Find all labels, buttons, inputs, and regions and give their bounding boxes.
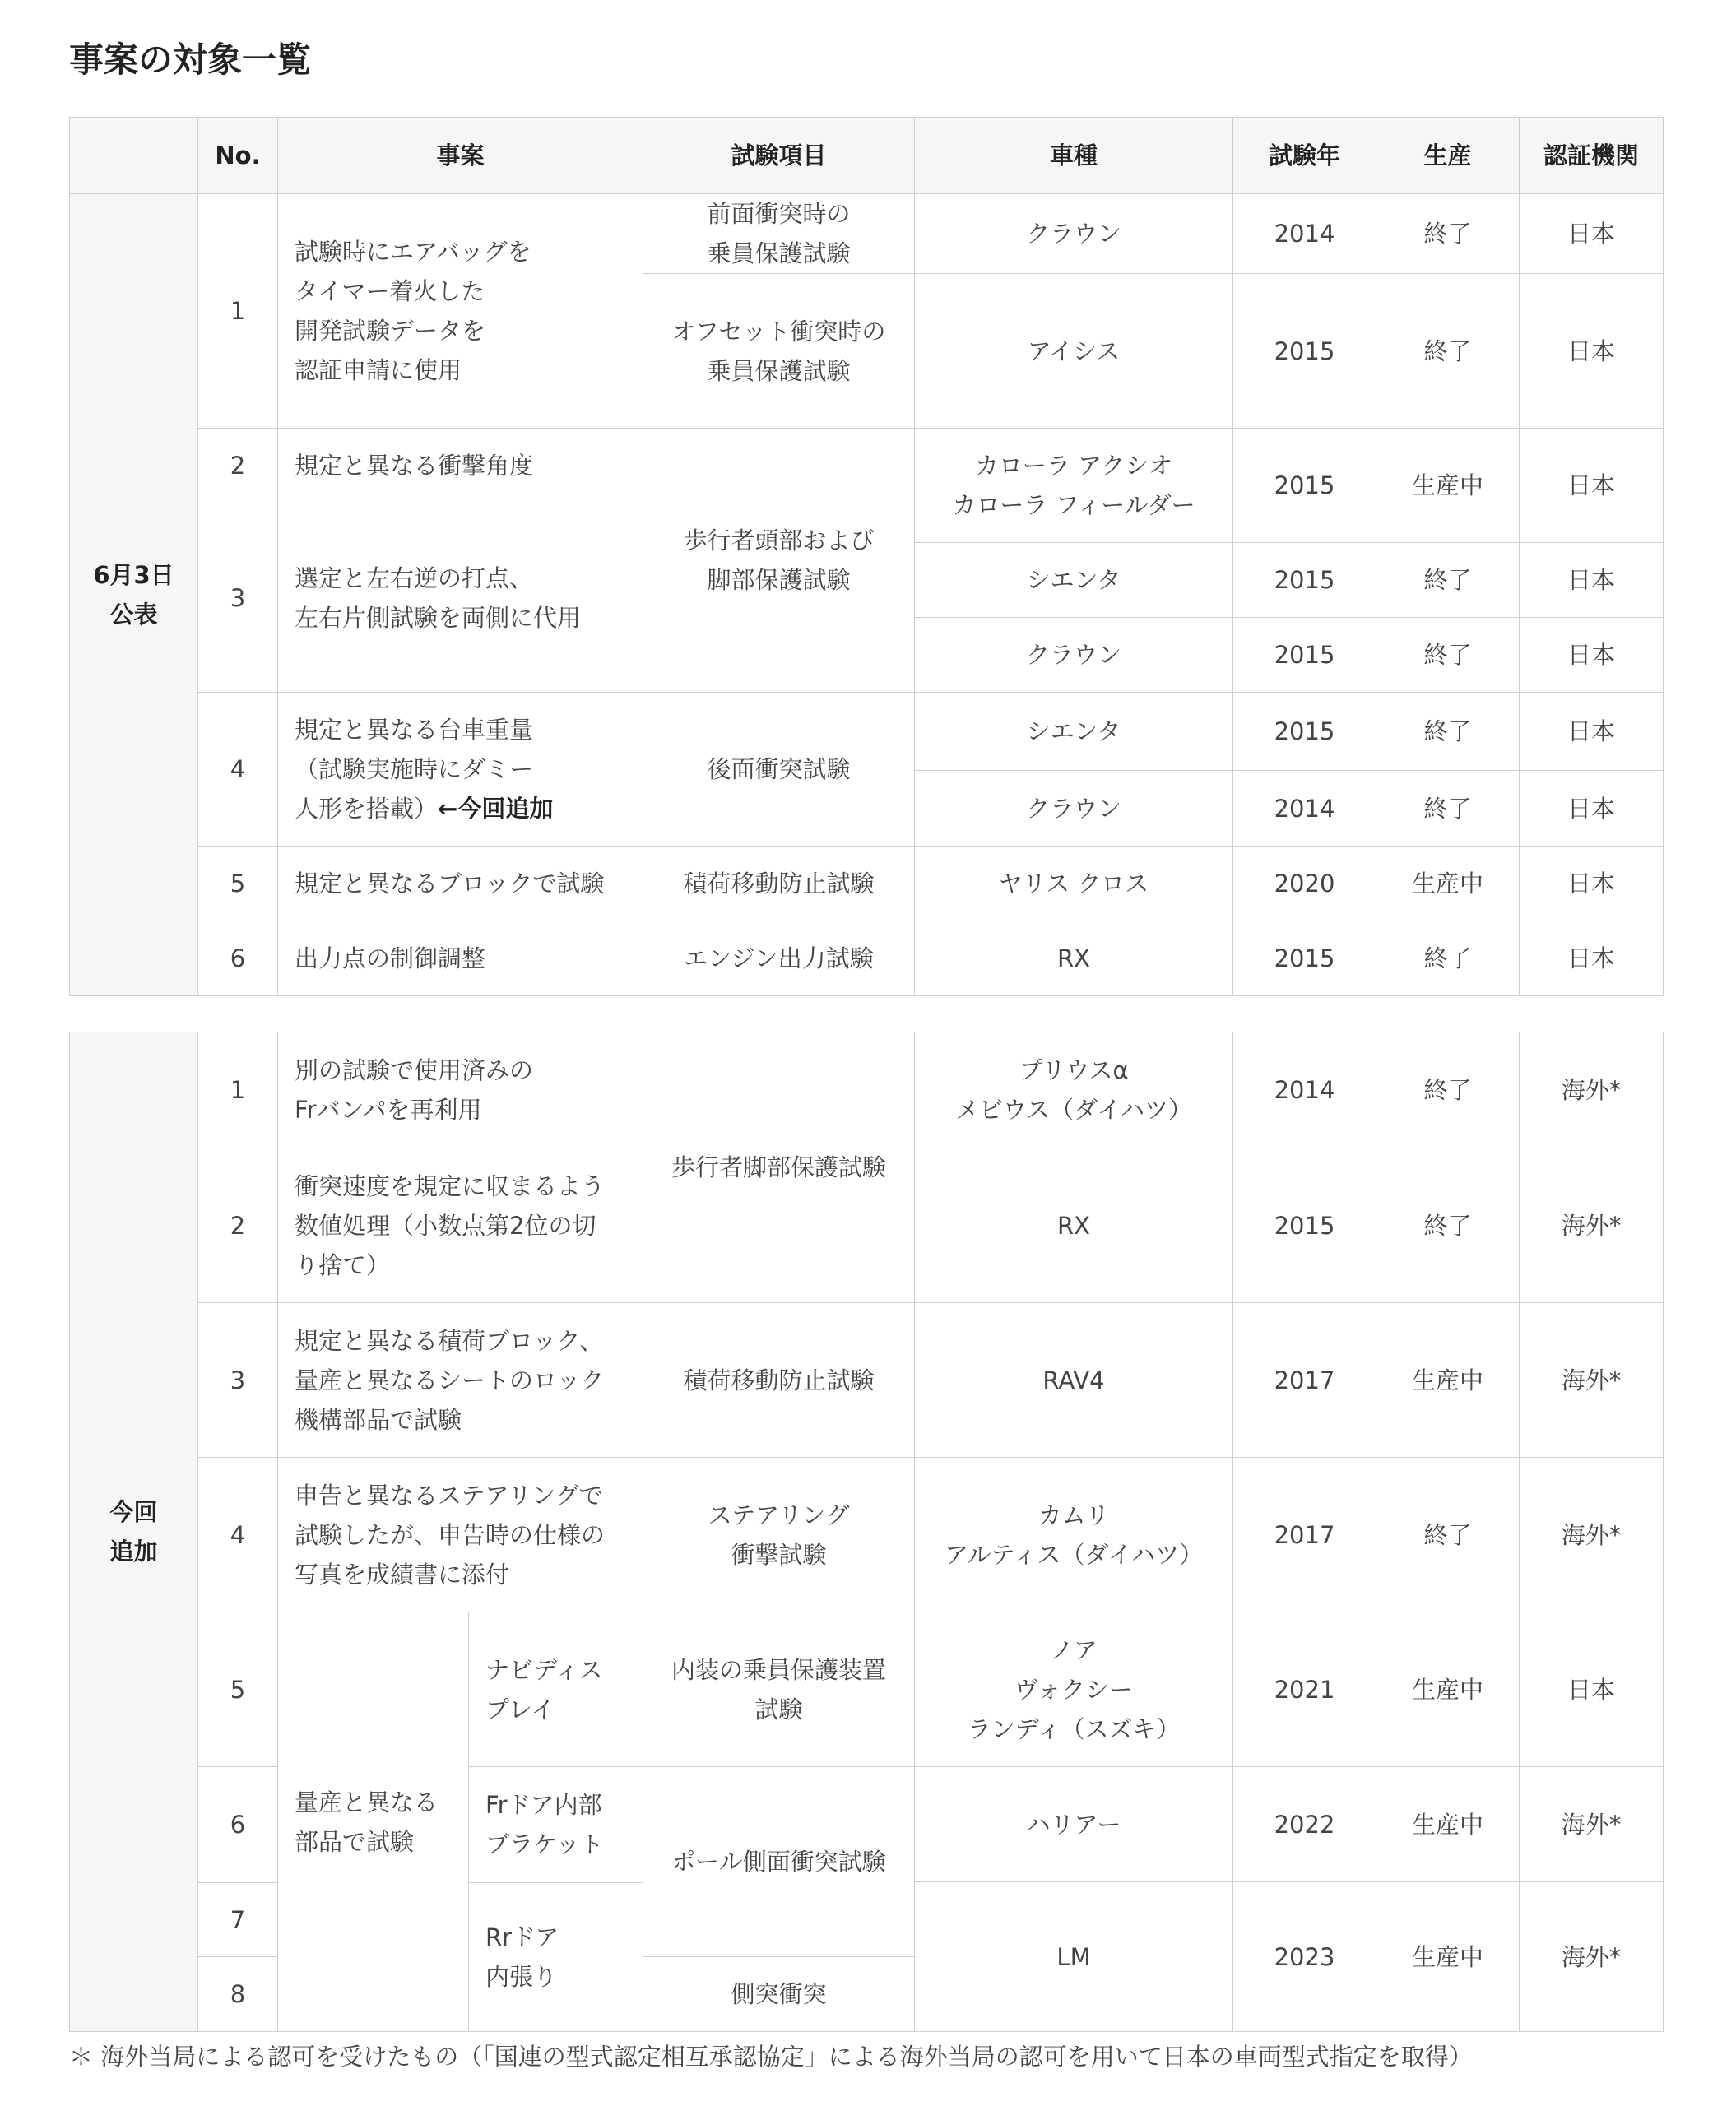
row-no: 2 (198, 429, 278, 503)
header-jian: 事案 (278, 118, 643, 194)
case-description: 選定と左右逆の打点、 左右片側試験を両側に代用 (278, 503, 643, 693)
test-year: 2015 (1233, 429, 1376, 543)
row-no: 4 (198, 693, 278, 847)
production-status: 生産中 (1376, 429, 1520, 543)
test-item: 積荷移動防止試験 (643, 847, 915, 921)
case-description: 規定と異なる積荷ブロック、 量産と異なるシートのロック 機構部品で試験 (278, 1303, 643, 1458)
production-status: 終了 (1376, 1148, 1520, 1303)
test-year: 2015 (1233, 543, 1376, 618)
header-test-item: 試験項目 (643, 118, 915, 194)
group-label-added: 今回 追加 (70, 1032, 198, 2032)
row-no: 2 (198, 1148, 278, 1303)
part-name: ナビディス プレイ (469, 1612, 643, 1767)
test-item: ステアリング 衝撃試験 (643, 1458, 915, 1612)
production-status: 生産中 (1376, 1882, 1520, 2032)
test-item: 積荷移動防止試験 (643, 1303, 915, 1458)
row-no: 4 (198, 1458, 278, 1612)
test-year: 2015 (1233, 274, 1376, 429)
certifier: 日本 (1520, 771, 1664, 847)
test-item: 前面衝突時の 乗員保護試験 (643, 194, 915, 274)
production-status: 終了 (1376, 543, 1520, 618)
case-description: 規定と異なるブロックで試験 (278, 847, 643, 921)
test-year: 2022 (1233, 1767, 1376, 1882)
header-vehicle: 車種 (915, 118, 1233, 194)
test-year: 2015 (1233, 693, 1376, 771)
test-year: 2015 (1233, 1148, 1376, 1303)
added-marker: ←今回追加 (438, 795, 554, 823)
header-no: No. (198, 118, 278, 194)
certifier: 海外* (1520, 1303, 1664, 1458)
production-status: 終了 (1376, 693, 1520, 771)
row-no: 5 (198, 1612, 278, 1767)
vehicle: シエンタ (915, 693, 1233, 771)
certifier: 海外* (1520, 1882, 1664, 2032)
case-description (278, 693, 643, 847)
production-status: 生産中 (1376, 1767, 1520, 1882)
production-status: 終了 (1376, 618, 1520, 693)
test-item: 歩行者脚部保護試験 (643, 1032, 915, 1303)
footnote: ＊ 海外当局による認可を受けたもの（「国連の型式認定相互承認協定」による海外当局の認可を用いて日本の車両型式指定を取得） (69, 2043, 1473, 2071)
test-year: 2023 (1233, 1882, 1376, 2032)
vehicle: アイシス (915, 274, 1233, 429)
vehicle: ノア ヴォクシー ランディ（スズキ） (915, 1612, 1233, 1767)
vehicle: プリウスα メビウス（ダイハツ） (915, 1032, 1233, 1148)
certifier: 海外* (1520, 1767, 1664, 1882)
certifier: 海外* (1520, 1148, 1664, 1303)
test-year: 2017 (1233, 1458, 1376, 1612)
test-year: 2021 (1233, 1612, 1376, 1767)
certifier: 海外* (1520, 1458, 1664, 1612)
vehicle: ヤリス クロス (915, 847, 1233, 921)
certifier: 日本 (1520, 693, 1664, 771)
case-description-text: 規定と異なる台車重量 （試験実施時にダミー 人形を搭載） (295, 716, 534, 823)
row-no: 8 (198, 1957, 278, 2032)
row-no: 5 (198, 847, 278, 921)
production-status: 生産中 (1376, 1303, 1520, 1458)
vehicle: カムリ アルティス（ダイハツ） (915, 1458, 1233, 1612)
test-year: 2014 (1233, 194, 1376, 274)
table-row (70, 1032, 1664, 1148)
table-additional (69, 1032, 1664, 2032)
vehicle: クラウン (915, 771, 1233, 847)
production-status: 終了 (1376, 921, 1520, 996)
row-no: 1 (198, 194, 278, 429)
case-description: 申告と異なるステアリングで 試験したが、申告時の仕様の 写真を成績書に添付 (278, 1458, 643, 1612)
case-description: 別の試験で使用済みの Frバンパを再利用 (278, 1032, 643, 1148)
certifier: 海外* (1520, 1032, 1664, 1148)
row-no: 1 (198, 1032, 278, 1148)
certifier: 日本 (1520, 847, 1664, 921)
table-row (70, 1612, 1664, 1767)
table-row (70, 693, 1664, 771)
row-no: 3 (198, 1303, 278, 1458)
production-status: 終了 (1376, 771, 1520, 847)
test-year: 2014 (1233, 771, 1376, 847)
certifier: 日本 (1520, 618, 1664, 693)
page-title: 事案の対象一覧 (69, 39, 312, 80)
production-status: 終了 (1376, 194, 1520, 274)
test-item: オフセット衝突時の 乗員保護試験 (643, 274, 915, 429)
table-main (69, 117, 1664, 996)
certifier: 日本 (1520, 429, 1664, 543)
case-description: 衝突速度を規定に収まるよう 数値処理（小数点第2位の切 り捨て） (278, 1148, 643, 1303)
row-no: 7 (198, 1883, 278, 1957)
vehicle: クラウン (915, 194, 1233, 274)
certifier: 日本 (1520, 194, 1664, 274)
vehicle: RX (915, 1148, 1233, 1303)
table-row (70, 429, 1664, 503)
header-row (70, 118, 1664, 194)
case-description: 出力点の制御調整 (278, 921, 643, 996)
production-status: 終了 (1376, 1032, 1520, 1148)
test-year: 2014 (1233, 1032, 1376, 1148)
test-item: 歩行者頭部および 脚部保護試験 (643, 429, 915, 693)
test-item: ポール側面衝突試験 (643, 1767, 915, 1957)
production-status: 終了 (1376, 1458, 1520, 1612)
production-status: 終了 (1376, 274, 1520, 429)
test-item: 側突衝突 (643, 1957, 915, 2032)
vehicle: RAV4 (915, 1303, 1233, 1458)
vehicle: LM (915, 1882, 1233, 2032)
test-year: 2017 (1233, 1303, 1376, 1458)
certifier: 日本 (1520, 543, 1664, 618)
table-row (70, 1458, 1664, 1612)
row-no: 6 (198, 921, 278, 996)
part-name: Frドア内部 ブラケット (469, 1767, 643, 1883)
test-item: 内装の乗員保護装置 試験 (643, 1612, 915, 1767)
header-certifier: 認証機関 (1520, 118, 1664, 194)
test-year: 2015 (1233, 921, 1376, 996)
vehicle: RX (915, 921, 1233, 996)
vehicle: クラウン (915, 618, 1233, 693)
table-row (70, 921, 1664, 996)
table-row (70, 194, 1664, 274)
header-group (70, 118, 198, 194)
table-row (70, 1303, 1664, 1458)
test-item: 後面衝突試験 (643, 693, 915, 847)
certifier: 日本 (1520, 1612, 1664, 1767)
header-test-year: 試験年 (1233, 118, 1376, 194)
case-description: 規定と異なる衝撃角度 (278, 429, 643, 503)
part-name: Rrドア 内張り (469, 1883, 643, 2032)
group-label-june3: 6月3日 公表 (70, 194, 198, 996)
certifier: 日本 (1520, 274, 1664, 429)
test-item: エンジン出力試験 (643, 921, 915, 996)
vehicle: カローラ アクシオ カローラ フィールダー (915, 429, 1233, 543)
row-no: 6 (198, 1767, 278, 1883)
row-no: 3 (198, 503, 278, 693)
test-year: 2020 (1233, 847, 1376, 921)
test-year: 2015 (1233, 618, 1376, 693)
table-row (70, 847, 1664, 921)
vehicle: ハリアー (915, 1767, 1233, 1882)
certifier: 日本 (1520, 921, 1664, 996)
production-status: 生産中 (1376, 1612, 1520, 1767)
case-description: 量産と異なる 部品で試験 (278, 1612, 469, 2032)
header-production: 生産 (1376, 118, 1520, 194)
case-description: 試験時にエアバッグを タイマー着火した 開発試験データを 認証申請に使用 (278, 194, 643, 429)
production-status: 生産中 (1376, 847, 1520, 921)
vehicle: シエンタ (915, 543, 1233, 618)
